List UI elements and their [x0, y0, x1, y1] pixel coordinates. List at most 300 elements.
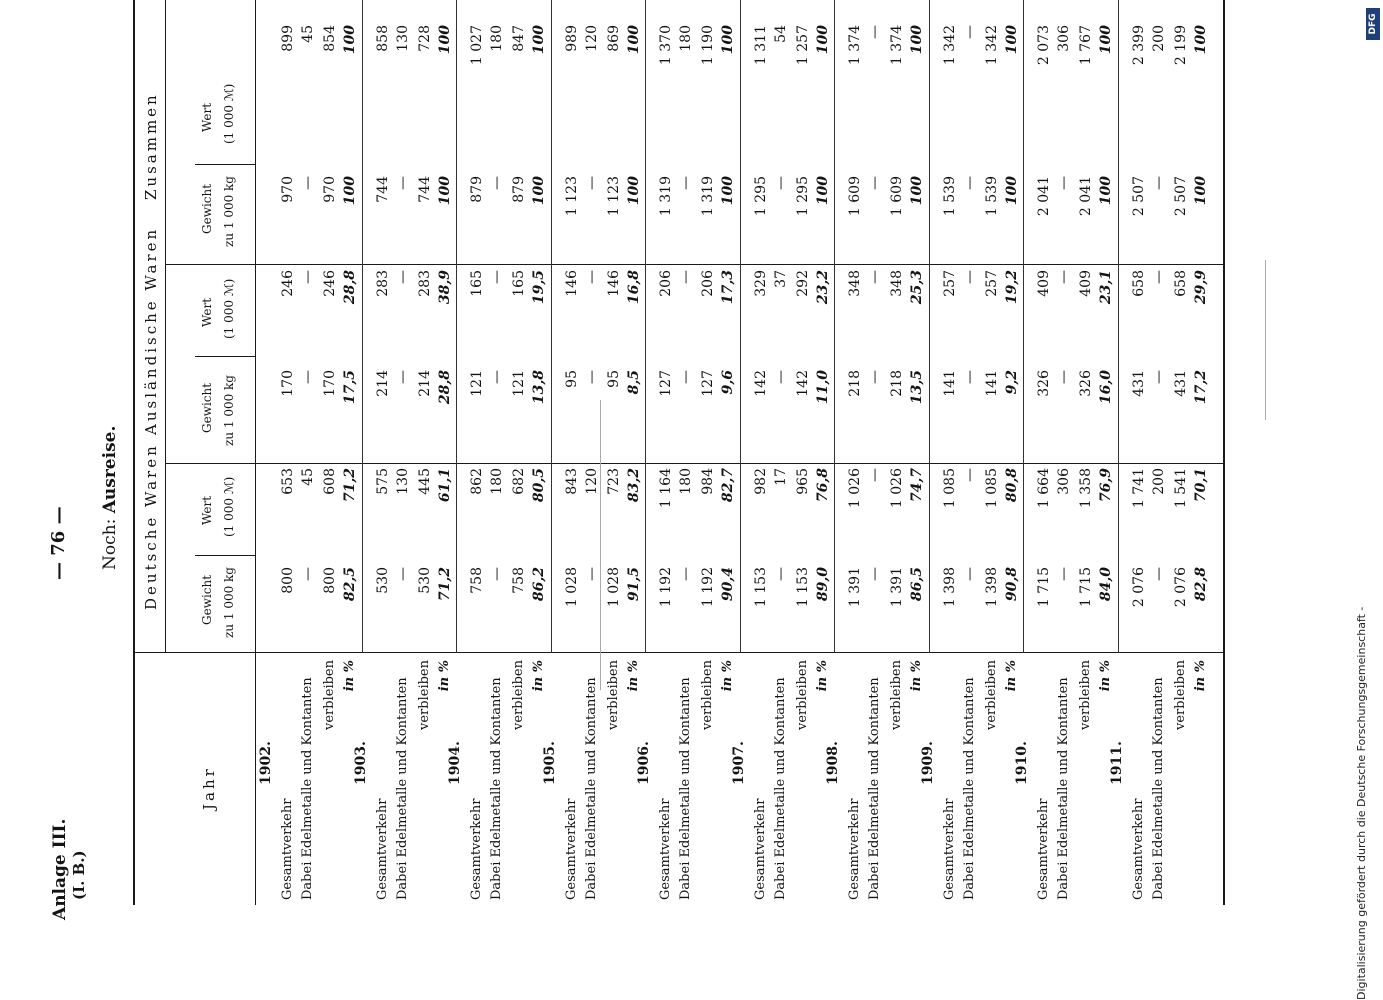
- table-cell-dabei: —: [300, 176, 316, 190]
- table-cell-gesamt: 1 027: [469, 25, 485, 66]
- table-cell-verb: 1 257: [794, 25, 811, 66]
- table-cell-gesamt: 127: [658, 370, 674, 397]
- subheader-wertunit-2: (1 000 ℳ): [222, 278, 236, 339]
- subheader-unit-2: zu 1 000 kg: [222, 375, 236, 446]
- table-cell-pct: 80,8: [1003, 468, 1020, 503]
- digitization-note: [1355, 607, 1368, 1000]
- table-cell-dabei: 54: [772, 25, 789, 43]
- row-label-dabei: Dabei Edelmetalle und Kontanten: [583, 677, 599, 900]
- table-cell-pct: 100: [814, 176, 831, 206]
- section-label: Noch:: [100, 513, 120, 570]
- table-cell-verb: 214: [416, 370, 433, 397]
- table-cell-verb: 965: [794, 468, 811, 495]
- table-cell-pct: 19,2: [1003, 270, 1020, 305]
- section-heading: [100, 426, 120, 570]
- table-cell-dabei: 180: [678, 25, 694, 52]
- subheader-unit-3: zu 1 000 kg: [222, 176, 236, 247]
- table-cell-dabei: —: [772, 176, 789, 190]
- table-cell-dabei: —: [867, 25, 883, 39]
- table-cell-gesamt: 146: [563, 270, 580, 297]
- table-cell-verb: 1 715: [1078, 567, 1094, 608]
- table-cell-verb: 2 041: [1078, 176, 1094, 217]
- table-cell-pct: 100: [625, 176, 642, 206]
- table-cell-dabei: 37: [772, 270, 789, 288]
- table-cell-gesamt: 1 398: [941, 567, 958, 608]
- table-cell-pct: 100: [909, 25, 925, 55]
- table-cell-pct: 82,7: [720, 468, 736, 503]
- table-cell-verb: 348: [889, 270, 905, 297]
- table-cell-gesamt: 899: [280, 25, 296, 52]
- table-cell-verb: 283: [416, 270, 433, 297]
- year-heading: 1908.: [825, 741, 841, 785]
- dfg-logo-icon: DFG: [1366, 8, 1380, 40]
- table-cell-verb: 758: [511, 567, 527, 594]
- table-cell-verb: 1 192: [700, 567, 716, 608]
- table-cell-dabei: —: [1150, 270, 1167, 284]
- table-cell-dabei: 306: [1056, 25, 1072, 52]
- table-cell-pct: 100: [436, 176, 453, 206]
- row-label-verbleiben: verbleiben: [1172, 660, 1188, 730]
- table-cell-gesamt: 1 123: [563, 176, 580, 217]
- year-heading: 1902.: [258, 741, 274, 785]
- subheader-wertunit-1: (1 000 ℳ): [222, 476, 236, 537]
- table-cell-pct: 82,5: [342, 567, 358, 602]
- row-label-in-pct: in %: [342, 660, 357, 692]
- table-cell-gesamt: 982: [752, 468, 769, 495]
- table-cell-dabei: —: [489, 176, 505, 190]
- row-label-gesamt: Gesamtverkehr: [563, 798, 579, 900]
- table-cell-dabei: —: [489, 270, 505, 284]
- table-cell-pct: 16,8: [625, 270, 642, 305]
- table-cell-dabei: —: [1150, 370, 1167, 384]
- table-cell-verb: 142: [794, 370, 811, 397]
- table-cell-gesamt: 989: [563, 25, 580, 52]
- table-cell-pct: 38,9: [436, 270, 453, 305]
- table-cell-pct: 86,2: [531, 567, 547, 602]
- table-cell-verb: 682: [511, 468, 527, 495]
- table-cell-gesamt: 246: [280, 270, 296, 297]
- table-cell-gesamt: 2 076: [1130, 567, 1147, 608]
- table-cell-gesamt: 2 041: [1036, 176, 1052, 217]
- table-cell-gesamt: 744: [374, 176, 391, 203]
- table-cell-dabei: —: [1150, 176, 1167, 190]
- sub-divider-2: [195, 356, 255, 357]
- row-label-gesamt: Gesamtverkehr: [941, 798, 957, 900]
- table-cell-pct: 71,2: [342, 468, 358, 503]
- table-cell-dabei: —: [394, 370, 411, 384]
- table-cell-gesamt: 1 391: [847, 567, 863, 608]
- table-cell-verb: 744: [416, 176, 433, 203]
- table-cell-pct: 100: [625, 25, 642, 55]
- table-cell-dabei: —: [961, 567, 978, 581]
- table-cell-dabei: 120: [583, 468, 600, 495]
- row-label-verbleiben: verbleiben: [794, 660, 810, 730]
- table-cell-pct: 17,2: [1192, 370, 1209, 405]
- row-label-in-pct: in %: [625, 660, 641, 692]
- annex-title: Anlage III.: [50, 818, 70, 920]
- row-label-gesamt: Gesamtverkehr: [469, 798, 484, 900]
- table-cell-dabei: —: [489, 370, 505, 384]
- row-label-dabei: Dabei Edelmetalle und Kontanten: [1150, 677, 1166, 900]
- row-label-verbleiben: verbleiben: [322, 660, 337, 730]
- table-cell-gesamt: 2 073: [1036, 25, 1052, 66]
- table-cell-dabei: —: [394, 270, 411, 284]
- year-heading: 1911.: [1108, 741, 1125, 785]
- table-cell-gesamt: 862: [469, 468, 485, 495]
- table-cell-verb: 1 358: [1078, 468, 1094, 509]
- table-cell-pct: 89,0: [814, 567, 831, 602]
- sub-divider-1: [195, 555, 255, 556]
- table-cell-verb: 1 026: [889, 468, 905, 509]
- table-cell-verb: 984: [700, 468, 716, 495]
- row-label-gesamt: Gesamtverkehr: [280, 798, 295, 900]
- table-cell-gesamt: 2 399: [1130, 25, 1147, 66]
- table-cell-verb: 869: [605, 25, 622, 52]
- table-cell-pct: 100: [720, 25, 736, 55]
- table-cell-gesamt: 1 311: [752, 25, 769, 66]
- block-rule: [551, 0, 552, 653]
- table-cell-pct: 82,8: [1192, 567, 1209, 602]
- table-cell-dabei: —: [961, 25, 978, 39]
- subheader-wert-2: Wert: [200, 297, 214, 327]
- table-cell-verb: 141: [983, 370, 1000, 397]
- table-cell-dabei: —: [678, 270, 694, 284]
- table-cell-verb: 1 767: [1078, 25, 1094, 66]
- table-cell-pct: 76,8: [814, 468, 831, 503]
- col-divider-jahr: [133, 652, 1225, 653]
- block-rule: [362, 0, 363, 653]
- table-cell-dabei: —: [300, 370, 316, 384]
- header-group-rule: [165, 0, 166, 653]
- table-cell-dabei: 120: [583, 25, 600, 52]
- table-cell-gesamt: 1 028: [563, 567, 580, 608]
- table-cell-gesamt: 1 715: [1036, 567, 1052, 608]
- block-rule: [834, 0, 835, 653]
- table-cell-verb: 2 507: [1172, 176, 1189, 217]
- table-cell-pct: 9,2: [1003, 370, 1020, 395]
- block-rule: [645, 0, 646, 653]
- table-cell-verb: 1 398: [983, 567, 1000, 608]
- year-heading: 1903.: [352, 741, 369, 785]
- table-cell-pct: 61,1: [436, 468, 453, 503]
- table-cell-dabei: —: [867, 270, 883, 284]
- table-cell-pct: 25,3: [909, 270, 925, 305]
- table-cell-gesamt: 1 374: [847, 25, 863, 66]
- table-cell-dabei: —: [772, 567, 789, 581]
- table-cell-gesamt: 1 153: [752, 567, 769, 608]
- table-cell-pct: 71,2: [436, 567, 453, 602]
- table-cell-gesamt: 218: [847, 370, 863, 397]
- table-cell-gesamt: 970: [280, 176, 296, 203]
- table-cell-dabei: 45: [300, 25, 316, 43]
- table-cell-pct: 100: [909, 176, 925, 206]
- digitization-text: Digitalisierung gefördert durch die Deutsche Forschungsgemeinschaft -: [1355, 606, 1368, 1000]
- subheader-unit-1: zu 1 000 kg: [222, 567, 236, 638]
- table-cell-dabei: —: [489, 567, 505, 581]
- table-cell-pct: 90,8: [1003, 567, 1020, 602]
- table-cell-verb: 95: [605, 370, 622, 388]
- table-cell-verb: 847: [511, 25, 527, 52]
- table-cell-gesamt: 206: [658, 270, 674, 297]
- table-cell-pct: 76,9: [1098, 468, 1114, 503]
- table-cell-dabei: —: [678, 370, 694, 384]
- table-cell-pct: 13,5: [909, 370, 925, 405]
- table-cell-gesamt: 1 609: [847, 176, 863, 217]
- row-label-dabei: Dabei Edelmetalle und Kontanten: [394, 677, 410, 900]
- block-rule: [929, 0, 930, 653]
- table-cell-verb: 326: [1078, 370, 1094, 397]
- table-cell-verb: 127: [700, 370, 716, 397]
- annex-subtitle: (I. B.): [70, 850, 88, 900]
- section-title: Ausreise.: [100, 425, 120, 514]
- table-cell-dabei: —: [583, 270, 600, 284]
- table-cell-dabei: —: [867, 370, 883, 384]
- row-label-gesamt: Gesamtverkehr: [847, 798, 862, 900]
- row-label-dabei: Dabei Edelmetalle und Kontanten: [867, 677, 882, 900]
- table-cell-dabei: 130: [394, 25, 411, 52]
- table-cell-gesamt: 1 342: [941, 25, 958, 66]
- table-cell-pct: 23,1: [1098, 270, 1114, 305]
- table-cell-gesamt: 121: [469, 370, 485, 397]
- table-cell-dabei: 180: [489, 468, 505, 495]
- table-cell-pct: 9,6: [720, 370, 736, 395]
- table-cell-pct: 80,5: [531, 468, 547, 503]
- row-label-verbleiben: verbleiben: [889, 660, 904, 730]
- row-label-in-pct: in %: [1003, 660, 1019, 692]
- sub-divider-3: [195, 164, 255, 165]
- table-cell-dabei: 306: [1056, 468, 1072, 495]
- table-cell-gesamt: 1 085: [941, 468, 958, 509]
- table-cell-gesamt: 1 164: [658, 468, 674, 509]
- table-cell-gesamt: 1 319: [658, 176, 674, 217]
- table-cell-verb: 530: [416, 567, 433, 594]
- row-label-verbleiben: verbleiben: [416, 660, 432, 730]
- table-cell-dabei: —: [961, 370, 978, 384]
- table-cell-dabei: —: [678, 567, 694, 581]
- table-cell-gesamt: 141: [941, 370, 958, 397]
- block-rule: [456, 0, 457, 653]
- table-cell-pct: 86,5: [909, 567, 925, 602]
- table-cell-dabei: —: [300, 270, 316, 284]
- table-cell-gesamt: 1 370: [658, 25, 674, 66]
- header-deutsche-waren: Deutsche Waren: [142, 443, 160, 610]
- table-cell-gesamt: 758: [469, 567, 485, 594]
- table-cell-pct: 17,3: [720, 270, 736, 305]
- table-cell-pct: 100: [531, 176, 547, 206]
- table-cell-verb: 2 199: [1172, 25, 1189, 66]
- table-cell-gesamt: 2 507: [1130, 176, 1147, 217]
- year-heading: 1910.: [1014, 741, 1030, 785]
- separator-line-2: [1265, 260, 1266, 420]
- table-cell-gesamt: 879: [469, 176, 485, 203]
- row-label-dabei: Dabei Edelmetalle und Kontanten: [961, 677, 977, 900]
- subheader-wertunit-3: (1 000 ℳ): [222, 83, 236, 144]
- table-cell-gesamt: 800: [280, 567, 296, 594]
- row-label-gesamt: Gesamtverkehr: [374, 798, 390, 900]
- table-cell-gesamt: 858: [374, 25, 391, 52]
- table-cell-gesamt: 1 295: [752, 176, 769, 217]
- row-label-verbleiben: verbleiben: [700, 660, 715, 730]
- row-label-verbleiben: verbleiben: [1078, 660, 1093, 730]
- table-cell-gesamt: 283: [374, 270, 391, 297]
- table-cell-gesamt: 431: [1130, 370, 1147, 397]
- subheader-gewicht-2: Gewicht: [200, 382, 214, 433]
- row-label-dabei: Dabei Edelmetalle und Kontanten: [489, 677, 504, 900]
- table-cell-dabei: —: [583, 176, 600, 190]
- table-cell-pct: 100: [1098, 176, 1114, 206]
- subheader-gewicht-1: Gewicht: [200, 574, 214, 625]
- col-divider-deutsche: [165, 463, 1225, 464]
- row-label-in-pct: in %: [814, 660, 830, 692]
- header-auslaendische-waren: Ausländische Waren: [142, 226, 160, 435]
- header-zusammen: Zusammen: [142, 92, 160, 200]
- block-rule: [740, 0, 741, 653]
- table-cell-pct: 100: [1192, 25, 1209, 55]
- table-cell-gesamt: 1 026: [847, 468, 863, 509]
- col-divider-auslaendische: [165, 264, 1225, 265]
- table-cell-gesamt: 257: [941, 270, 958, 297]
- table-cell-pct: 19,5: [531, 270, 547, 305]
- table-cell-pct: 23,2: [814, 270, 831, 305]
- table-cell-gesamt: 1 664: [1036, 468, 1052, 509]
- table-cell-pct: 90,4: [720, 567, 736, 602]
- table-cell-pct: 8,5: [625, 370, 642, 395]
- table-cell-verb: 658: [1172, 270, 1189, 297]
- table-cell-verb: 409: [1078, 270, 1094, 297]
- table-cell-verb: 1 319: [700, 176, 716, 217]
- table-cell-pct: 16,0: [1098, 370, 1114, 405]
- row-label-verbleiben: verbleiben: [983, 660, 999, 730]
- table-cell-verb: 1 028: [605, 567, 622, 608]
- row-label-dabei: Dabei Edelmetalle und Kontanten: [678, 677, 693, 900]
- row-label-in-pct: in %: [720, 660, 735, 692]
- table-cell-verb: 246: [322, 270, 338, 297]
- row-label-in-pct: in %: [1192, 660, 1208, 692]
- table-cell-pct: 28,8: [436, 370, 453, 405]
- table-cell-dabei: 130: [394, 468, 411, 495]
- table-cell-dabei: —: [961, 270, 978, 284]
- table-cell-dabei: 17: [772, 468, 789, 486]
- table-cell-pct: 100: [720, 176, 736, 206]
- table-cell-gesamt: 658: [1130, 270, 1147, 297]
- table-cell-gesamt: 653: [280, 468, 296, 495]
- table-cell-verb: 1 539: [983, 176, 1000, 217]
- table-cell-verb: 1 190: [700, 25, 716, 66]
- table-cell-dabei: 180: [489, 25, 505, 52]
- table-cell-gesamt: 142: [752, 370, 769, 397]
- table-cell-pct: 28,8: [342, 270, 358, 305]
- row-label-dabei: Dabei Edelmetalle und Kontanten: [1056, 677, 1071, 900]
- row-label-in-pct: in %: [531, 660, 546, 692]
- table-cell-gesamt: 530: [374, 567, 391, 594]
- year-heading: 1909.: [919, 741, 936, 785]
- table-cell-gesamt: 348: [847, 270, 863, 297]
- table-cell-verb: 1 123: [605, 176, 622, 217]
- table-cell-verb: 257: [983, 270, 1000, 297]
- table-cell-dabei: —: [1056, 370, 1072, 384]
- row-label-gesamt: Gesamtverkehr: [1130, 798, 1146, 900]
- table-cell-pct: 100: [1003, 25, 1020, 55]
- table-cell-verb: 206: [700, 270, 716, 297]
- table-bottom-rule: [1223, 0, 1225, 905]
- year-heading: 1905.: [541, 741, 558, 785]
- table-cell-pct: 83,2: [625, 468, 642, 503]
- table-cell-gesamt: 165: [469, 270, 485, 297]
- table-cell-gesamt: 95: [563, 370, 580, 388]
- table-cell-dabei: —: [1056, 567, 1072, 581]
- table-cell-dabei: —: [1056, 270, 1072, 284]
- subheader-wert-1: Wert: [200, 495, 214, 525]
- table-cell-pct: 100: [1098, 25, 1114, 55]
- table-cell-dabei: —: [1056, 176, 1072, 190]
- table-cell-gesamt: 575: [374, 468, 391, 495]
- page-number: — 76 —: [48, 506, 69, 580]
- row-label-verbleiben: verbleiben: [511, 660, 526, 730]
- table-cell-verb: 431: [1172, 370, 1189, 397]
- table-cell-verb: 970: [322, 176, 338, 203]
- table-cell-pct: 17,5: [342, 370, 358, 405]
- table-cell-verb: 1 342: [983, 25, 1000, 66]
- table-cell-pct: 91,5: [625, 567, 642, 602]
- table-cell-gesamt: 326: [1036, 370, 1052, 397]
- table-cell-verb: 1 153: [794, 567, 811, 608]
- row-label-in-pct: in %: [909, 660, 924, 692]
- subheader-wert-3: Wert: [200, 102, 214, 132]
- table-cell-gesamt: 1 539: [941, 176, 958, 217]
- header-bottom-rule: [255, 0, 256, 905]
- block-rule: [1118, 0, 1119, 653]
- table-cell-dabei: —: [772, 370, 789, 384]
- table-cell-gesamt: 1 741: [1130, 468, 1147, 509]
- table-cell-gesamt: 1 192: [658, 567, 674, 608]
- table-cell-verb: 1 609: [889, 176, 905, 217]
- table-cell-verb: 170: [322, 370, 338, 397]
- separator-line-1: [600, 400, 601, 690]
- row-label-dabei: Dabei Edelmetalle und Kontanten: [300, 677, 315, 900]
- table-cell-verb: 879: [511, 176, 527, 203]
- table-cell-pct: 100: [1192, 176, 1209, 206]
- table-cell-pct: 100: [1003, 176, 1020, 206]
- table-cell-verb: 2 076: [1172, 567, 1189, 608]
- year-heading: 1906.: [636, 741, 652, 785]
- table-cell-verb: 1 374: [889, 25, 905, 66]
- table-cell-verb: 608: [322, 468, 338, 495]
- table-cell-dabei: —: [394, 176, 411, 190]
- table-cell-verb: 800: [322, 567, 338, 594]
- row-label-dabei: Dabei Edelmetalle und Kontanten: [772, 677, 788, 900]
- table-cell-verb: 218: [889, 370, 905, 397]
- table-cell-pct: 11,0: [814, 370, 831, 405]
- table-cell-dabei: —: [961, 468, 978, 482]
- table-cell-dabei: —: [678, 176, 694, 190]
- table-cell-verb: 445: [416, 468, 433, 495]
- table-cell-pct: 29,9: [1192, 270, 1209, 305]
- table-cell-verb: 854: [322, 25, 338, 52]
- table-cell-dabei: 200: [1150, 468, 1167, 495]
- table-top-rule: [133, 0, 135, 905]
- table-cell-pct: 100: [436, 25, 453, 55]
- table-cell-dabei: —: [394, 567, 411, 581]
- table-cell-dabei: —: [961, 176, 978, 190]
- table-cell-gesamt: 214: [374, 370, 391, 397]
- table-cell-pct: 100: [531, 25, 547, 55]
- table-cell-verb: 146: [605, 270, 622, 297]
- row-label-in-pct: in %: [436, 660, 452, 692]
- table-cell-dabei: —: [583, 567, 600, 581]
- table-cell-dabei: —: [867, 468, 883, 482]
- table-cell-verb: 121: [511, 370, 527, 397]
- table-cell-dabei: —: [867, 567, 883, 581]
